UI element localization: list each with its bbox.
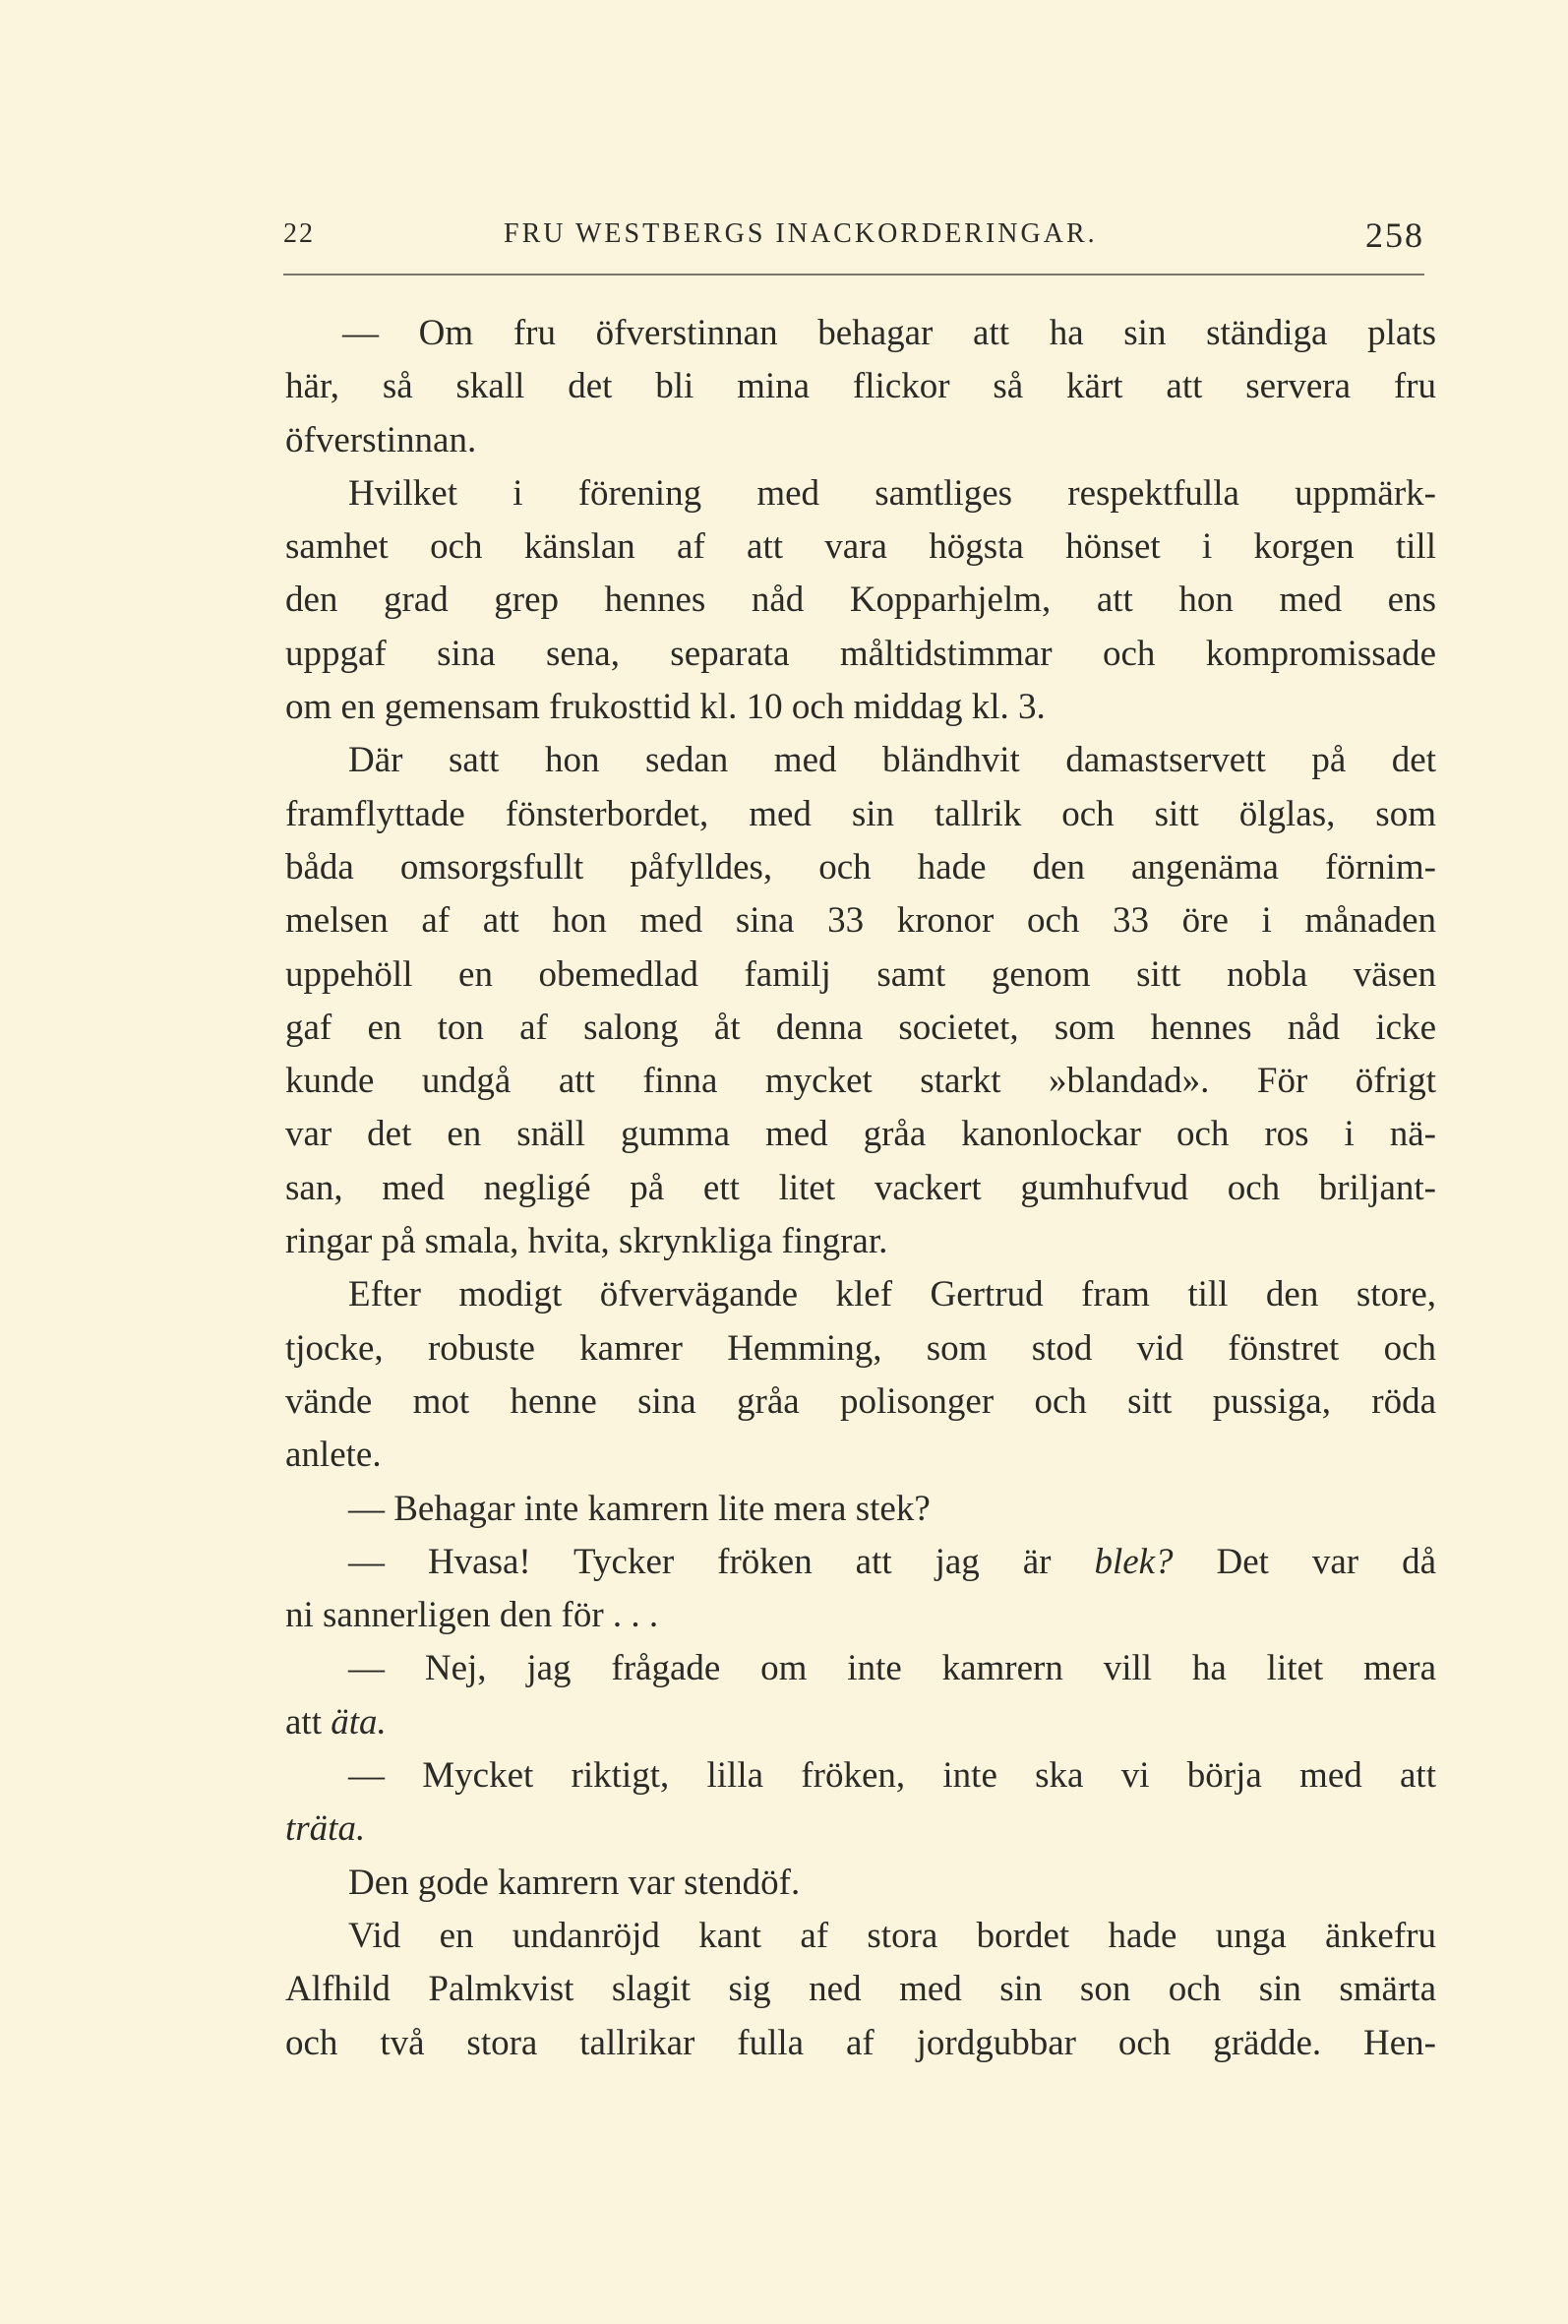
text-line: den grad grep hennes nåd Kopparhjelm, att hon med ens [285, 580, 1436, 621]
text-line: vände mot henne sina gråa polisonger och sitt pussiga, röda [285, 1380, 1436, 1422]
text-line: båda omsorgsfullt påfylldes, och hade den angenäma förnim- [285, 846, 1436, 887]
italic-word: äta. [331, 1701, 387, 1743]
text-line: och två stora tallrikar fulla af jordgubbar och grädde. Hen- [285, 2022, 1436, 2063]
text-line: melsen af att hon med sina 33 kronor och 33 öre i månaden [285, 900, 1436, 942]
page-number: 258 [1365, 215, 1424, 255]
italic-word: blek? [1094, 1541, 1174, 1582]
text-line: tjocke, robuste kamrer Hemming, som stod vid fönstret och [285, 1327, 1436, 1369]
running-title: FRU WESTBERGS INACKORDERINGAR. [504, 218, 1098, 249]
text-line: Alfhild Palmkvist slagit sig ned med sin son och sin smärta [285, 1969, 1436, 2010]
text-line: öfverstinnan. [285, 419, 477, 460]
body-text [285, 307, 1436, 2070]
text-line: Efter modigt öfvervägande klef Gertrud fram till den store, [348, 1274, 1436, 1315]
text-line: uppehöll en obemedlad familj samt genom sitt nobla väsen [285, 953, 1436, 995]
line-segment: — Hvasa! Tycker fröken att jag är [348, 1541, 1052, 1582]
text-line: var det en snäll gumma med gråa kanonlockar och ros i nä- [285, 1114, 1436, 1155]
text-line [285, 1803, 1436, 1856]
text-line [285, 1536, 1436, 1589]
text-line: kunde undgå att finna mycket starkt »blandad». För öfrigt [285, 1061, 1436, 1102]
italic-word: träta. [285, 1808, 366, 1850]
text-line: ringar på smala, hvita, skrynkliga fingrar. [285, 1221, 888, 1262]
running-header [283, 215, 1424, 264]
text-line: om en gemensam frukosttid kl. 10 och middag kl. 3. [285, 687, 1046, 728]
text-line: gaf en ton af salong åt denna societet, som hennes nåd icke [285, 1007, 1436, 1048]
text-line: framflyttade fönsterbordet, med sin tallrik och sitt ölglas, som [285, 793, 1436, 834]
line-segment: att [285, 1701, 322, 1743]
text-line: Hvilket i förening med samtliges respektfulla uppmärk- [348, 472, 1436, 514]
text-line: san, med negligé på ett litet vackert gumhufvud och briljant- [285, 1167, 1436, 1208]
text-line: ni sannerligen den för . . . [285, 1595, 659, 1636]
header-rule [283, 274, 1424, 275]
text-line: uppgaf sina sena, separata måltidstimmar och kompromissade [285, 633, 1436, 674]
line-segment: Det var då [1216, 1541, 1437, 1582]
text-line: Den gode kamrern var stendöf. [348, 1862, 801, 1903]
text-line: — Behagar inte kamrern lite mera stek? [348, 1488, 931, 1529]
text-line: Vid en undanröjd kant af stora bordet hade unga änkefru [348, 1915, 1436, 1956]
text-line: — Om fru öfverstinnan behagar att ha sin ständiga plats [342, 313, 1436, 353]
text-line: här, så skall det bli mina flickor så kärt att servera fru [285, 366, 1436, 407]
text-line [285, 1696, 1436, 1749]
text-line: samhet och känslan af att vara högsta hönset i korgen till [285, 526, 1436, 568]
text-line: — Nej, jag frågade om inte kamrern vill ha litet mera [348, 1648, 1436, 1689]
text-line: — Mycket riktigt, lilla fröken, inte ska vi börja med att [348, 1755, 1436, 1797]
text-line: Där satt hon sedan med bländhvit damastservett på det [348, 740, 1436, 781]
text-line: anlete. [285, 1435, 382, 1476]
signature-mark: 22 [283, 218, 315, 249]
